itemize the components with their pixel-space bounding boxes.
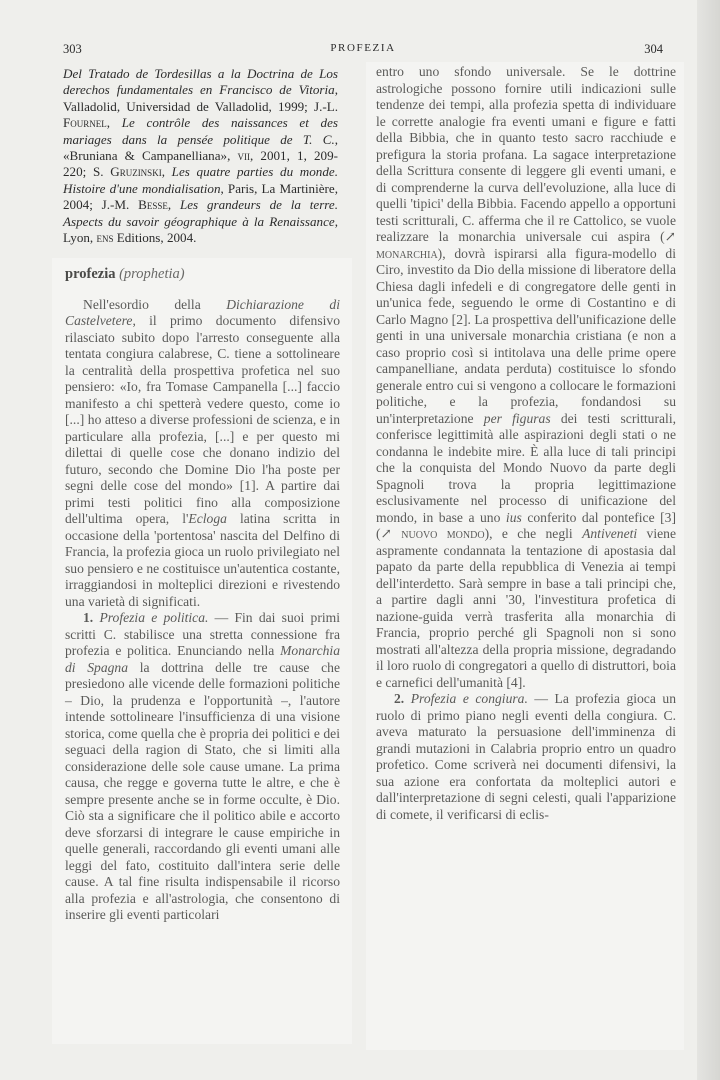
paragraph: 1. Profezia e politica. — Fin dai suoi primi scritti C. stabilisce una stretta connessione fra profezia e politica. Enunciando nella Monarchia di Spagna la dottrina delle tre cause che presiedono alle vicende delle formazioni politiche – Dio, la prudenza e l'opportunità –, l'autore intende sottolineare l'insufficienza di una visione storica, come quella che è propria dei politici e dei seguaci della ragion di Stato, che si limiti alla considerazione delle sole cause umane. La prima causa, che regge e governa tutte le altre, e che è sempre presente anche se in forme occulte, è Dio. Ciò sta a significare che il politico abile e accorto deve sforzarsi di integrare le cause empiriche in quelle generali, raccordando gli eventi umani alle leggi del fato, costituito dall'intera serie delle cause. A tal fine risulta indispensabile il ricorso alla profezia e all'astrologia, che consentono di inserire gli eventi particolari [65,610,340,922]
page-number-right: 304 [644,42,663,56]
page-header [63,42,663,60]
right-paragraphs [376,64,676,823]
paragraph: Nell'esordio della Dichiarazione di Castelvetere, il primo documento difensivo rilasciato subito dopo l'arresto conseguente alla tentata congiura calabrese, C. tiene a sottolineare la centralità della prospettiva profetica nel suo pensiero: «Io, fra Tomase Campanella [...] faccio manifesto a chi spetterà vedere questo, come io [...] ho atteso a diverse professioni de scienza, e in particulare alla profezia, [...] e per questo mi dilettai di quelle cose che donano indizio del futuro, secondo che Domine Dio l'ha poste per segni delle cose del mondo» [1]. A partire dai primi testi politici fino alla composizione dell'ultima opera, l'Ecloga latina scritta in occasione della 'portentosa' nascita del Delfino di Francia, la profezia gioca un ruolo privilegiato nel suo pensiero e ne costituisce un'autentica costante, irraggiandosi in molteplici direzioni e rivestendo una varietà di significati. [65,296,340,609]
entry-term: profezia [65,266,116,282]
paragraph: entro uno sfondo universale. Se le dottrine astrologiche possono fornire utili indicazioni sulle tendenze dei tempi, alla profezia spetta di individuare le corrette analogie fra eventi umani e figure e fatti della Bibbia, che in quanto testo sacro racchiude e prefigura la storia profana. La sagace interpretazione della Scrittura consente di leggere gli eventi umani, e di comprenderne la curva dell'evoluzione, alla luce di quelli 'tipici' della Bibbia. Facendo appello a opportuni testi scritturali, C. afferma che il re Cattolico, se vuole realizzare la monarchia universale cui aspira (↗ monarchia), dovrà ispirarsi alla figura-modello di Ciro, investito da Dio della missione di liberatore della Chiesa dagli infedeli e di congregatore delle genti in un'unica fede, seguendo le orme di Costantino e di Carlo Magno [2]. La prospettiva dell'unificazione delle genti in una universale monarchia cristiana (e non a caso proprio così si intitolava una delle prime opere campanelliane, andata perduta) costituisce lo sfondo generale entro cui si vengono a collocare le formazioni politiche, e la profezia, fondandosi su un'interpretazione per figuras dei testi scritturali, conferisce legittimità alle aspirazioni degli stati o ne condanna le indebite mire. È alla luce di tali principi che la conquista del Mondo Nuovo da parte degli Spagnoli trova la propria legittimazione esclusivamente nel processo di unificazione del mondo, in base a uno ius conferito dal pontefice [3] (↗ nuovo mondo), e che negli Antiveneti viene aspramente condannata la tentazione di apostasia dal papato da parte della repubblica di Venezia ai tempi dell'interdetto. Sarà sempre in base a tali principi che, a partire dagli anni '30, l'investitura profetica di nazione-guida verrà trasferita alla monarchia di Francia, proprio perché gli Spagnoli non si sono mostrati all'altezza della propria missione, degradando il loro ruolo di congregatori a quello di distruttori, boia e carnefici dell'umanità [4]. [376,64,676,690]
bibliography-text: Del Tratado de Tordesillas a la Doctrina de Los derechos fundamentales en Francisco de Vitoria, Valladolid, Universidad de Valladolid, 1999; J.-L. Fournel, Le contrôle des naissances et des mariages dans la pensée politique de T. C., «Bruniana & Campanelliana», vii, 2001, 1, 209-220; S. Gruzinski, Les quatre parties du monde. Histoire d'une mondialisation, Paris, La Martinière, 2004; J.-M. Besse, Les grandeurs de la terre. Aspects du savoir géographique à la Renaissance, Lyon, ens Editions, 2004. [63,66,338,246]
entry-column-right [366,62,684,1050]
bibliography-block [63,66,338,273]
page-edge-shadow [697,0,720,1080]
entry-heading [65,266,340,283]
page-number-left: 303 [63,42,82,56]
paragraph: 2. Profezia e congiura. — La profezia gioca un ruolo di primo piano negli eventi della congiura. C. aveva maturato la persuasione dell'imminenza di grandi mutazioni in Calabria proprio entro un quadro profetico. Come scriverà nei documenti difensivi, la sua azione era confortata da molteplici autori e dall'interpretazione di segni celesti, quali l'apparizione di comete, il verificarsi di eclis- [376,691,676,822]
running-head: PROFEZIA [330,42,396,54]
entry-column-left [52,258,352,1044]
entry-original-term: (prophetia) [119,266,185,282]
left-paragraphs [65,297,340,924]
